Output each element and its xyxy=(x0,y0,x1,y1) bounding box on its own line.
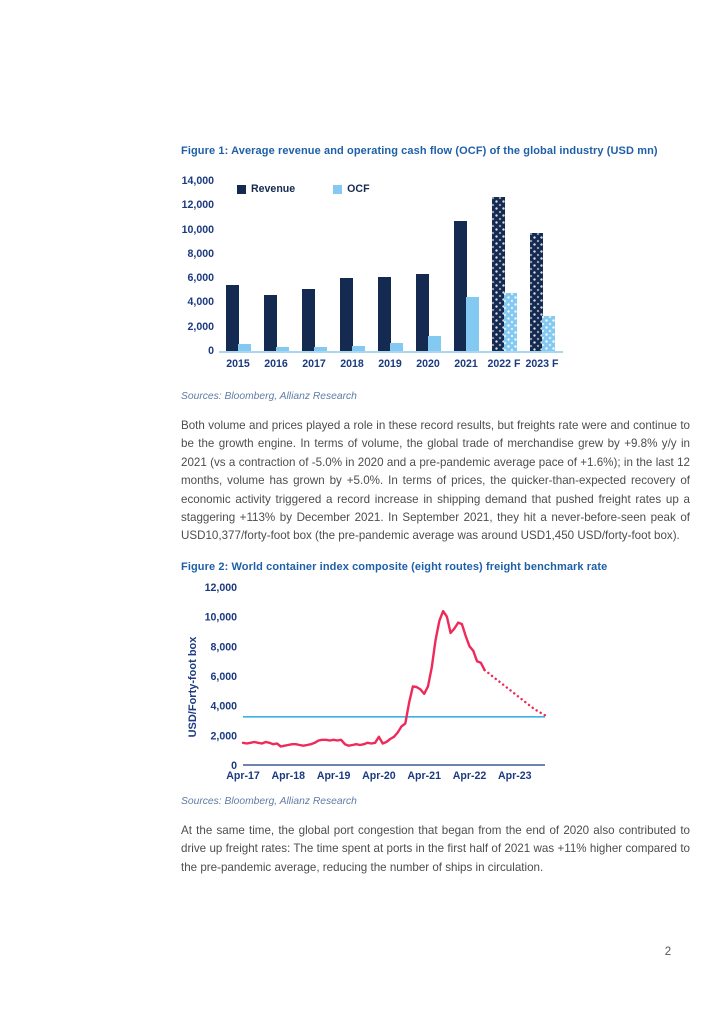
figure2-sources: Sources: Bloomberg, Allianz Research xyxy=(181,796,357,807)
ocf-bar-2019 xyxy=(390,343,403,351)
revenue-bar-2018 xyxy=(340,278,353,351)
bar-group-2015 xyxy=(219,181,257,351)
bar-group-2022f xyxy=(485,181,523,351)
figure1-yaxis-tick-label: 8,000 xyxy=(187,247,214,260)
bar-group-2017 xyxy=(295,181,333,351)
body-paragraph-2: At the same time, the global port congestion that began from the end of 2020 also contributed to drive up freight rates: The time spent at ports in the first half of 2021 was +11% higher compared to the pre-pandemic average, reducing the number of ships in circulation. xyxy=(181,824,690,874)
figure1-xaxis-tick-label: 2021 xyxy=(454,358,478,370)
figure2-xaxis-tick-label: Apr-19 xyxy=(316,770,351,782)
figure1-xaxis-labels xyxy=(219,358,561,370)
revenue-bar-2016 xyxy=(264,295,277,351)
figure2-xaxis-tick-label: Apr-22 xyxy=(452,770,487,782)
freight-rate-forecast-line xyxy=(485,670,545,715)
figure1-xaxis-tick-label: 2019 xyxy=(378,358,402,370)
ocf-bar-2020 xyxy=(428,336,441,351)
revenue-bar-2019 xyxy=(378,277,391,351)
figure2-yaxis-tick-label: 0 xyxy=(231,760,237,772)
bar-group-2021 xyxy=(447,181,485,351)
figure2-xaxis-tick-label: Apr-21 xyxy=(407,770,441,782)
figure2-xaxis-tick-label: Apr-23 xyxy=(498,770,532,782)
figure1-yaxis-tick-label: 4,000 xyxy=(187,296,214,309)
figure1-yaxis-tick-label: 2,000 xyxy=(187,320,214,333)
figure1-sources: Sources: Bloomberg, Allianz Research xyxy=(181,391,357,402)
figure2-yaxis-tick-label: 4,000 xyxy=(210,700,237,713)
figure2-caption: Figure 2: World container index composite (eight routes) freight benchmark rate xyxy=(181,561,608,573)
figure1-xaxis-tick-label: 2022 F xyxy=(487,358,521,370)
bar-group-2018 xyxy=(333,181,371,351)
freight-rate-line xyxy=(243,611,485,746)
figure1-caption: Figure 1: Average revenue and operating cash flow (OCF) of the global industry (USD mn) xyxy=(181,145,658,157)
figure2-yaxis-title: USD/Forty-foot box xyxy=(187,636,199,738)
figure1-xaxis-line xyxy=(219,351,563,353)
figure1-xaxis-tick-label: 2017 xyxy=(302,358,326,370)
figure1-xaxis-tick-label: 2023 F xyxy=(525,358,559,370)
figure2-chart xyxy=(181,577,586,792)
revenue-bar-2015 xyxy=(226,285,239,351)
figure1-yaxis-tick-label: 0 xyxy=(208,345,214,357)
figure2-plot xyxy=(181,577,586,792)
figure2-yaxis-tick-label: 12,000 xyxy=(204,582,237,594)
body-paragraph-1: Both volume and prices played a role in these record results, but freights rate were and continue to be the growth engine. In terms of volume, the global trade of merchandise grew by +9.8% y/y in 2021 (vs a contraction of -5.0% in 2020 and a pre-pandemic average pace of +1.6%); in the last 12 months, volume has grown by +5.0%. In terms of prices, the quicker-than-expected recovery of economic activity triggered a record increase in shipping demand that pushed freight rates up a staggering +113% by December 2021. In September 2021, they hit a never-before-seen peak of USD10,377/forty-foot box (the pre-pandemic average was around USD1,450 USD/forty-foot box). xyxy=(181,419,690,543)
figure1-xaxis-tick-label: 2015 xyxy=(226,358,250,370)
bar-group-2023f xyxy=(523,181,561,351)
figure2-yaxis-tick-label: 10,000 xyxy=(204,611,237,624)
figure1-yaxis-tick-label: 12,000 xyxy=(181,199,214,212)
figure2-xaxis-tick-label: Apr-20 xyxy=(362,770,396,782)
figure1-xaxis-tick-label: 2016 xyxy=(264,358,288,370)
ocf-bar-2021 xyxy=(466,297,479,351)
page-number: 2 xyxy=(664,946,672,958)
ocf-bar-2023f xyxy=(542,316,555,351)
figure1-yaxis-tick-label: 6,000 xyxy=(187,272,214,285)
figure1-bars xyxy=(219,181,561,351)
revenue-bar-2017 xyxy=(302,289,315,352)
bar-group-2019 xyxy=(371,181,409,351)
bar-group-2020 xyxy=(409,181,447,351)
figure1-xaxis-tick-label: 2020 xyxy=(416,358,440,370)
figure2-yaxis-tick-label: 2,000 xyxy=(210,730,237,743)
figure1-chart xyxy=(181,172,586,380)
legend-label-ocf: OCF xyxy=(347,183,370,195)
ocf-bar-2015 xyxy=(238,344,251,351)
figure1-xaxis-tick-label: 2018 xyxy=(340,358,364,370)
legend-label-revenue: Revenue xyxy=(251,183,296,195)
figure2-yaxis-tick-label: 8,000 xyxy=(210,641,237,654)
figure2-xaxis-tick-label: Apr-18 xyxy=(271,770,306,782)
figure2-xaxis-tick-label: Apr-17 xyxy=(226,770,260,782)
figure1-yaxis-tick-label: 10,000 xyxy=(181,223,214,236)
ocf-bar-2022f xyxy=(504,293,517,351)
figure1-yaxis-tick-label: 14,000 xyxy=(181,175,214,187)
figure2-yaxis-tick-label: 6,000 xyxy=(210,671,237,683)
bar-group-2016 xyxy=(257,181,295,351)
